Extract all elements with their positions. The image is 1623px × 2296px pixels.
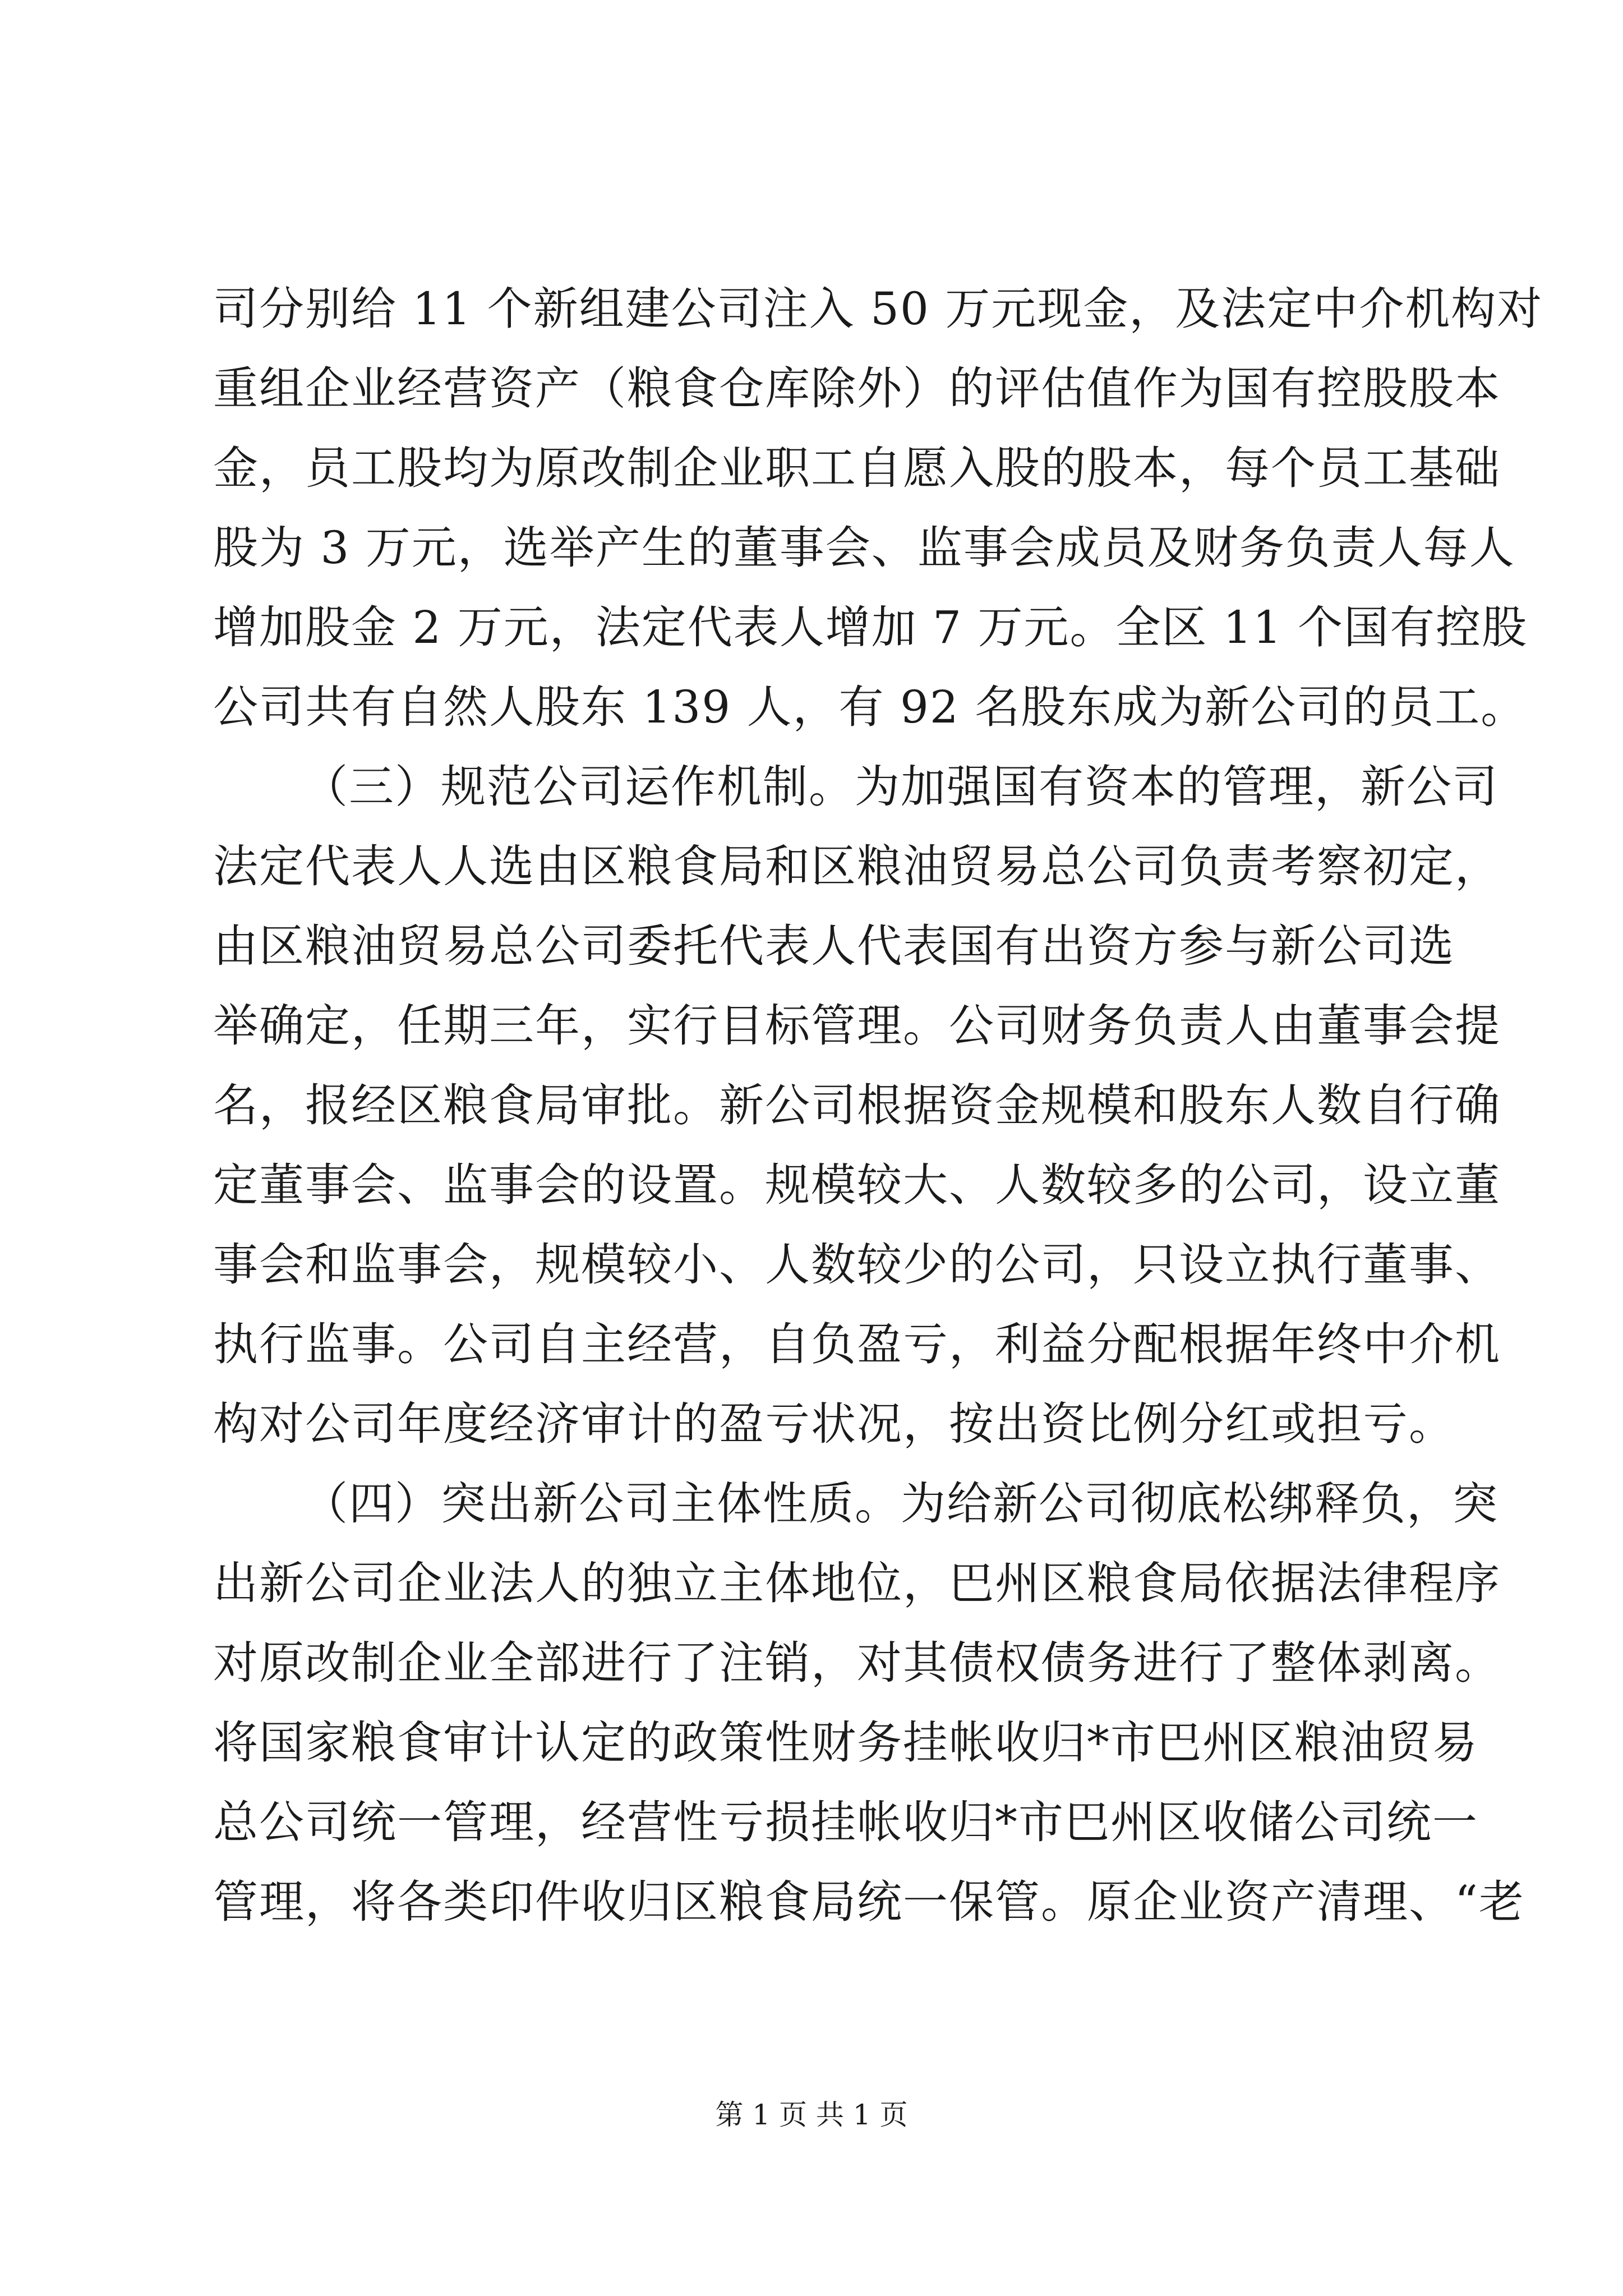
- text-line: （四）突出新公司主体性质。为给新公司彻底松绑释负，突: [303, 1478, 1498, 1530]
- text-line: 定董事会、监事会的设置。规模较大、人数较多的公司，设立董: [213, 1159, 1501, 1211]
- text-line: 出新公司企业法人的独立主体地位，巴州区粮食局依据法律程序: [213, 1557, 1501, 1609]
- document-body: [213, 269, 1543, 1942]
- text-line: 增加股金 2 万元，法定代表人增加 7 万元。全区 11 个国有控股: [213, 601, 1528, 654]
- text-line: 执行监事。公司自主经营，自负盈亏，利益分配根据年终中介机: [213, 1318, 1501, 1370]
- text-line: 重组企业经营资产（粮食仓库除外）的评估值作为国有控股股本: [213, 362, 1501, 415]
- text-line: 法定代表人人选由区粮食局和区粮油贸易总公司负责考察初定，: [213, 840, 1501, 892]
- text-line: 总公司统一管理，经营性亏损挂帐收归*市巴州区收储公司统一: [213, 1796, 1478, 1848]
- text-line: 股为 3 万元，选举产生的董事会、监事会成员及财务负责人每人: [213, 522, 1515, 574]
- text-line: 公司共有自然人股东 139 人，有 92 名股东成为新公司的员工。: [213, 681, 1527, 733]
- page-number-label: 第 1 页 共 1 页: [715, 2099, 908, 2131]
- text-line: 名，报经区粮食局审批。新公司根据资金规模和股东人数自行确: [213, 1079, 1501, 1131]
- text-line: 将国家粮食审计认定的政策性财务挂帐收归*市巴州区粮油贸易: [213, 1717, 1478, 1769]
- text-line: （三）规范公司运作机制。为加强国有资本的管理，新公司: [303, 761, 1498, 813]
- text-line: 司分别给 11 个新组建公司注入 50 万元现金，及法定中介机构对: [213, 283, 1543, 335]
- text-line: 对原改制企业全部进行了注销，对其债权债务进行了整体剥离。: [213, 1637, 1501, 1689]
- text-line: 由区粮油贸易总公司委托代表人代表国有出资方参与新公司选: [213, 920, 1455, 972]
- page-footer: [0, 2098, 1623, 2132]
- text-line: 事会和监事会，规模较小、人数较少的公司，只设立执行董事、: [213, 1239, 1501, 1291]
- text-line: 举确定，任期三年，实行目标管理。公司财务负责人由董事会提: [213, 1000, 1501, 1052]
- text-line: 构对公司年度经济审计的盈亏状况，按出资比例分红或担亏。: [213, 1398, 1455, 1450]
- text-line: 金，员工股均为原改制企业职工自愿入股的股本，每个员工基础: [213, 442, 1501, 494]
- text-line: 管理，将各类印件收归区粮食局统一保管。原企业资产清理、“老: [213, 1876, 1525, 1928]
